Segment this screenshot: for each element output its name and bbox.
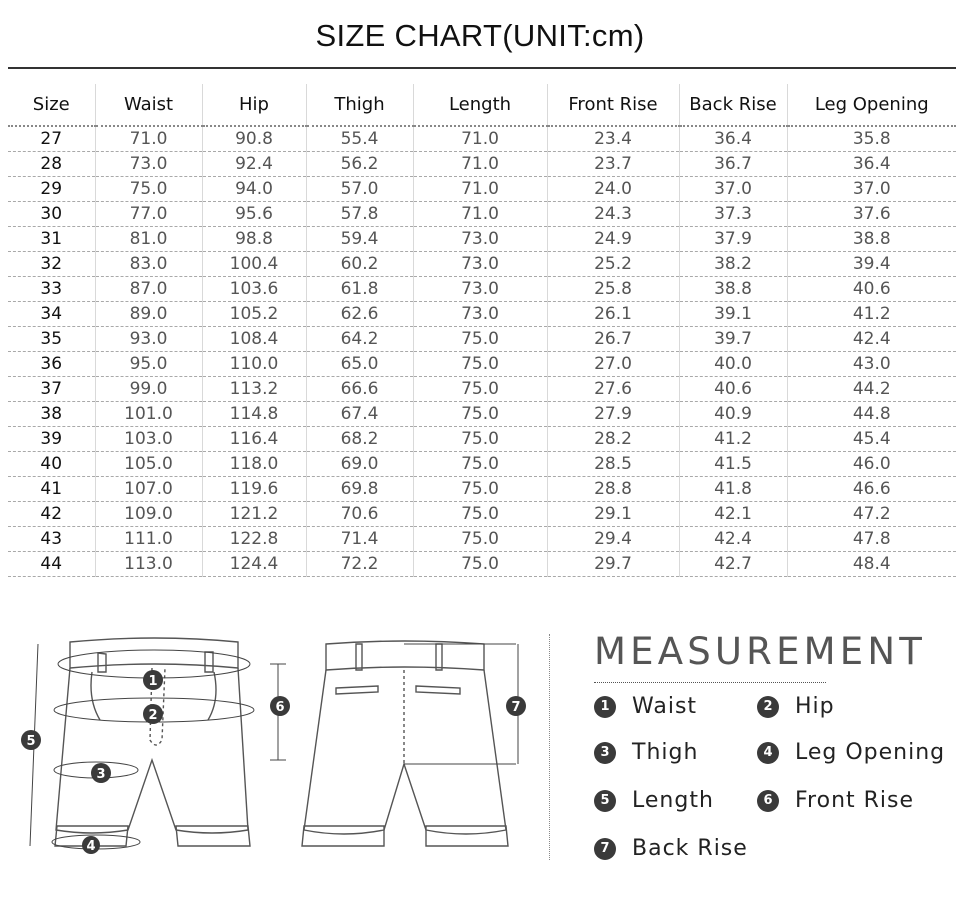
measure-cell: 41.2 (787, 302, 956, 327)
measure-cell: 107.0 (95, 477, 202, 502)
measure-cell: 25.2 (547, 252, 679, 277)
measure-cell: 69.8 (306, 477, 413, 502)
measure-cell: 71.0 (413, 202, 547, 227)
measure-cell: 61.8 (306, 277, 413, 302)
measure-cell: 75.0 (413, 452, 547, 477)
legend-label: Back Rise (632, 836, 748, 861)
measure-cell: 94.0 (202, 177, 306, 202)
measure-cell: 124.4 (202, 552, 306, 577)
column-header: Leg Opening (787, 84, 956, 126)
measure-cell: 92.4 (202, 152, 306, 177)
measure-cell: 43.0 (787, 352, 956, 377)
measure-cell: 67.4 (306, 402, 413, 427)
table-row (8, 502, 956, 527)
measure-cell: 24.3 (547, 202, 679, 227)
measure-cell: 72.2 (306, 552, 413, 577)
table-body (8, 126, 956, 577)
table-row (8, 126, 956, 152)
legend-waist (594, 694, 697, 719)
measure-cell: 37.0 (679, 177, 787, 202)
table-row (8, 477, 956, 502)
back-view (302, 641, 508, 846)
measure-cell: 36.4 (787, 152, 956, 177)
measure-cell: 39.4 (787, 252, 956, 277)
measure-cell: 37.6 (787, 202, 956, 227)
measure-cell: 71.0 (413, 177, 547, 202)
measurement-divider (594, 682, 826, 683)
measure-cell: 39.1 (679, 302, 787, 327)
table-row (8, 302, 956, 327)
measure-cell: 47.2 (787, 502, 956, 527)
measure-cell: 46.0 (787, 452, 956, 477)
measure-cell: 75.0 (95, 177, 202, 202)
table-row (8, 177, 956, 202)
measure-cell: 105.0 (95, 452, 202, 477)
measure-cell: 75.0 (413, 352, 547, 377)
measure-cell: 37.0 (787, 177, 956, 202)
measure-cell: 108.4 (202, 327, 306, 352)
measure-cell: 27.6 (547, 377, 679, 402)
shorts-diagram (0, 620, 560, 890)
measure-cell: 40.6 (679, 377, 787, 402)
measure-cell: 75.0 (413, 527, 547, 552)
measure-cell: 36.4 (679, 126, 787, 152)
measure-cell: 73.0 (413, 252, 547, 277)
size-cell: 27 (8, 126, 95, 152)
column-header: Length (413, 84, 547, 126)
measure-cell: 23.7 (547, 152, 679, 177)
legend-label: Hip (795, 694, 835, 719)
measure-cell: 36.7 (679, 152, 787, 177)
column-header: Front Rise (547, 84, 679, 126)
table-row (8, 427, 956, 452)
measure-cell: 37.3 (679, 202, 787, 227)
size-cell: 33 (8, 277, 95, 302)
table-row (8, 352, 956, 377)
measure-cell: 38.2 (679, 252, 787, 277)
marker-3: 3 (96, 767, 106, 782)
measure-cell: 110.0 (202, 352, 306, 377)
legend-num-icon: 5 (594, 790, 616, 812)
measure-cell: 116.4 (202, 427, 306, 452)
column-header: Hip (202, 84, 306, 126)
legend-front-rise (757, 788, 914, 813)
front-view (55, 638, 250, 846)
table-row (8, 202, 956, 227)
measure-cell: 95.6 (202, 202, 306, 227)
measure-cell: 28.5 (547, 452, 679, 477)
measure-cell: 44.8 (787, 402, 956, 427)
measure-cell: 29.7 (547, 552, 679, 577)
section-divider (549, 634, 550, 860)
measure-cell: 41.5 (679, 452, 787, 477)
measure-cell: 48.4 (787, 552, 956, 577)
measure-cell: 75.0 (413, 477, 547, 502)
measure-cell: 81.0 (95, 227, 202, 252)
measure-cell: 100.4 (202, 252, 306, 277)
marker-5: 5 (26, 734, 36, 749)
measure-cell: 38.8 (787, 227, 956, 252)
legend-leg-opening (757, 740, 945, 765)
measure-cell: 60.2 (306, 252, 413, 277)
size-cell: 32 (8, 252, 95, 277)
title-text: SIZE CHART (315, 18, 503, 53)
measure-cell: 118.0 (202, 452, 306, 477)
marker-6: 6 (275, 700, 285, 715)
legend-label: Front Rise (795, 788, 915, 813)
measure-cell: 95.0 (95, 352, 202, 377)
measure-cell: 75.0 (413, 427, 547, 452)
table-row (8, 227, 956, 252)
size-cell: 30 (8, 202, 95, 227)
column-header: Back Rise (679, 84, 787, 126)
measure-cell: 75.0 (413, 402, 547, 427)
measure-cell: 73.0 (413, 302, 547, 327)
measure-cell: 24.0 (547, 177, 679, 202)
measure-cell: 66.6 (306, 377, 413, 402)
measure-cell: 99.0 (95, 377, 202, 402)
column-header: Size (8, 84, 95, 126)
size-cell: 37 (8, 377, 95, 402)
measure-cell: 26.1 (547, 302, 679, 327)
table-row (8, 402, 956, 427)
measure-cell: 113.0 (95, 552, 202, 577)
legend-num-icon: 4 (757, 742, 779, 764)
marker-4: 4 (86, 839, 96, 854)
unit-text: (UNIT:cm) (502, 18, 645, 53)
measure-cell: 71.4 (306, 527, 413, 552)
legend-back-rise (594, 836, 748, 861)
measure-cell: 45.4 (787, 427, 956, 452)
size-table (8, 84, 956, 577)
measure-cell: 75.0 (413, 327, 547, 352)
table-row (8, 377, 956, 402)
measure-cell: 57.8 (306, 202, 413, 227)
size-cell: 29 (8, 177, 95, 202)
measure-cell: 42.4 (787, 327, 956, 352)
legend-thigh (594, 740, 698, 765)
table-row (8, 527, 956, 552)
size-cell: 42 (8, 502, 95, 527)
legend-num-icon: 7 (594, 838, 616, 860)
measure-cell: 93.0 (95, 327, 202, 352)
measure-cell: 42.7 (679, 552, 787, 577)
legend-num-icon: 6 (757, 790, 779, 812)
measure-cell: 64.2 (306, 327, 413, 352)
table-row (8, 277, 956, 302)
size-cell: 44 (8, 552, 95, 577)
measure-cell: 26.7 (547, 327, 679, 352)
measure-cell: 42.1 (679, 502, 787, 527)
measure-cell: 29.4 (547, 527, 679, 552)
measure-cell: 40.6 (787, 277, 956, 302)
measure-cell: 40.9 (679, 402, 787, 427)
measure-cell: 73.0 (95, 152, 202, 177)
measure-cell: 103.6 (202, 277, 306, 302)
measure-cell: 68.2 (306, 427, 413, 452)
measure-cell: 59.4 (306, 227, 413, 252)
table-row (8, 252, 956, 277)
measure-cell: 38.8 (679, 277, 787, 302)
measure-cell: 35.8 (787, 126, 956, 152)
legend-num-icon: 1 (594, 696, 616, 718)
measure-cell: 111.0 (95, 527, 202, 552)
legend-length (594, 788, 714, 813)
legend-label: Leg Opening (795, 740, 946, 765)
measure-cell: 62.6 (306, 302, 413, 327)
measure-cell: 113.2 (202, 377, 306, 402)
measure-cell: 29.1 (547, 502, 679, 527)
table-header-row (8, 84, 956, 126)
chart-title (0, 18, 960, 54)
measure-cell: 55.4 (306, 126, 413, 152)
table-row (8, 152, 956, 177)
measure-cell: 39.7 (679, 327, 787, 352)
measure-cell: 27.0 (547, 352, 679, 377)
measure-cell: 69.0 (306, 452, 413, 477)
measure-cell: 28.8 (547, 477, 679, 502)
measure-cell: 70.6 (306, 502, 413, 527)
measure-cell: 73.0 (413, 277, 547, 302)
measure-cell: 75.0 (413, 552, 547, 577)
column-header: Thigh (306, 84, 413, 126)
size-cell: 36 (8, 352, 95, 377)
marker-1: 1 (148, 674, 158, 689)
measure-cell: 114.8 (202, 402, 306, 427)
measure-cell: 71.0 (413, 152, 547, 177)
measure-cell: 24.9 (547, 227, 679, 252)
measurement-title: MEASUREMENT (594, 630, 927, 673)
measure-cell: 73.0 (413, 227, 547, 252)
measure-cell: 41.8 (679, 477, 787, 502)
size-cell: 41 (8, 477, 95, 502)
measure-cell: 27.9 (547, 402, 679, 427)
legend-label: Thigh (632, 740, 699, 765)
legend-label: Waist (632, 694, 698, 719)
title-divider (8, 67, 956, 69)
legend-num-icon: 3 (594, 742, 616, 764)
measure-cell: 101.0 (95, 402, 202, 427)
size-cell: 43 (8, 527, 95, 552)
column-header: Waist (95, 84, 202, 126)
legend-hip (757, 694, 835, 719)
measure-cell: 46.6 (787, 477, 956, 502)
size-cell: 38 (8, 402, 95, 427)
measure-cell: 105.2 (202, 302, 306, 327)
measure-cell: 47.8 (787, 527, 956, 552)
measure-cell: 109.0 (95, 502, 202, 527)
measure-cell: 57.0 (306, 177, 413, 202)
measure-cell: 75.0 (413, 502, 547, 527)
measure-cell: 83.0 (95, 252, 202, 277)
size-cell: 39 (8, 427, 95, 452)
table-row (8, 327, 956, 352)
marker-2: 2 (148, 708, 158, 723)
size-cell: 35 (8, 327, 95, 352)
measure-cell: 98.8 (202, 227, 306, 252)
table-row (8, 452, 956, 477)
measure-cell: 87.0 (95, 277, 202, 302)
marker-7: 7 (511, 700, 521, 715)
measure-cell: 41.2 (679, 427, 787, 452)
measure-cell: 77.0 (95, 202, 202, 227)
measure-cell: 119.6 (202, 477, 306, 502)
measure-cell: 28.2 (547, 427, 679, 452)
measure-cell: 75.0 (413, 377, 547, 402)
table-row (8, 552, 956, 577)
back-arrows (404, 644, 521, 764)
measure-cell: 56.2 (306, 152, 413, 177)
size-cell: 31 (8, 227, 95, 252)
measure-cell: 44.2 (787, 377, 956, 402)
legend-label: Length (632, 788, 714, 813)
measure-cell: 103.0 (95, 427, 202, 452)
size-cell: 40 (8, 452, 95, 477)
measure-cell: 90.8 (202, 126, 306, 152)
measure-cell: 25.8 (547, 277, 679, 302)
measure-cell: 71.0 (413, 126, 547, 152)
measure-cell: 42.4 (679, 527, 787, 552)
measure-cell: 121.2 (202, 502, 306, 527)
size-cell: 34 (8, 302, 95, 327)
measure-cell: 89.0 (95, 302, 202, 327)
size-cell: 28 (8, 152, 95, 177)
measure-cell: 65.0 (306, 352, 413, 377)
legend-num-icon: 2 (757, 696, 779, 718)
measure-cell: 122.8 (202, 527, 306, 552)
measure-cell: 23.4 (547, 126, 679, 152)
measure-cell: 37.9 (679, 227, 787, 252)
measure-cell: 40.0 (679, 352, 787, 377)
measure-cell: 71.0 (95, 126, 202, 152)
